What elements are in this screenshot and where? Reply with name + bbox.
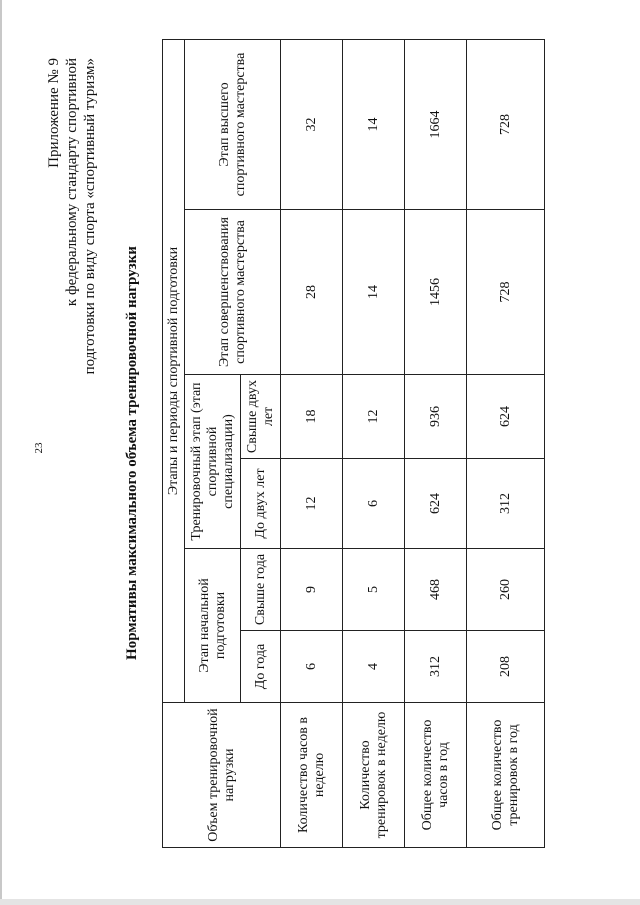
subheader-up-to-year: До года bbox=[241, 631, 281, 703]
table-cell: 260 bbox=[467, 549, 545, 631]
table-row bbox=[281, 40, 343, 848]
table-cell: 468 bbox=[405, 549, 467, 631]
group-header-higher: Этап высшего спортивного мастерства bbox=[185, 40, 281, 210]
table-cell: 18 bbox=[281, 375, 343, 459]
table-cell: 6 bbox=[343, 459, 405, 549]
table-row bbox=[405, 40, 467, 848]
training-load-table bbox=[162, 39, 545, 848]
table-cell: 728 bbox=[467, 40, 545, 210]
table-cell: 1456 bbox=[405, 210, 467, 375]
table-cell: 4 bbox=[343, 631, 405, 703]
rotated-page bbox=[27, 28, 612, 878]
table-cell: 32 bbox=[281, 40, 343, 210]
group-header-initial: Этап начальной подготовки bbox=[185, 549, 241, 703]
subheader-over-two-years: Свыше двух лет bbox=[241, 375, 281, 459]
table-cell: 624 bbox=[467, 375, 545, 459]
table-row bbox=[343, 40, 405, 848]
row-label: Количество часов в неделю bbox=[281, 703, 343, 848]
document-heading: Нормативы максимального объема тренировочной нагрузки bbox=[124, 246, 140, 660]
appendix-line-1: Приложение № 9 bbox=[46, 58, 62, 168]
appendix-block bbox=[45, 58, 99, 618]
scan-edge-bottom bbox=[0, 899, 640, 905]
table-cell: 312 bbox=[405, 631, 467, 703]
table-cell: 6 bbox=[281, 631, 343, 703]
page-number: 23 bbox=[33, 442, 45, 454]
table-cell: 624 bbox=[405, 459, 467, 549]
table-corner-header: Объем тренировочной нагрузки bbox=[163, 703, 281, 848]
subheader-over-year: Свыше года bbox=[241, 549, 281, 631]
table-cell: 5 bbox=[343, 549, 405, 631]
group-header-training: Тренировочный этап (этап спортивной специализации) bbox=[185, 375, 241, 549]
table-cell: 936 bbox=[405, 375, 467, 459]
row-label: Общее количество тренировок в год bbox=[467, 703, 545, 848]
appendix-line-3: подготовки по виду спорта «спортивный туризм» bbox=[82, 58, 98, 375]
group-header-improvement: Этап совершенствования спортивного мастерства bbox=[185, 210, 281, 375]
row-label: Количество тренировок в неделю bbox=[343, 703, 405, 848]
table-cell: 208 bbox=[467, 631, 545, 703]
subheader-up-to-two-years: До двух лет bbox=[241, 459, 281, 549]
row-label: Общее количество часов в год bbox=[405, 703, 467, 848]
appendix-line-2: к федеральному стандарту спортивной bbox=[64, 58, 80, 307]
table-cell: 14 bbox=[343, 40, 405, 210]
table-cell: 12 bbox=[281, 459, 343, 549]
table-cell: 12 bbox=[343, 375, 405, 459]
scan-edge-left bbox=[0, 0, 2, 905]
table-cell: 9 bbox=[281, 549, 343, 631]
table-cell: 728 bbox=[467, 210, 545, 375]
table-cell: 14 bbox=[343, 210, 405, 375]
stages-header: Этапы и периоды спортивной подготовки bbox=[163, 40, 185, 703]
table-cell: 312 bbox=[467, 459, 545, 549]
table-cell: 1664 bbox=[405, 40, 467, 210]
table-row bbox=[467, 40, 545, 848]
table-cell: 28 bbox=[281, 210, 343, 375]
